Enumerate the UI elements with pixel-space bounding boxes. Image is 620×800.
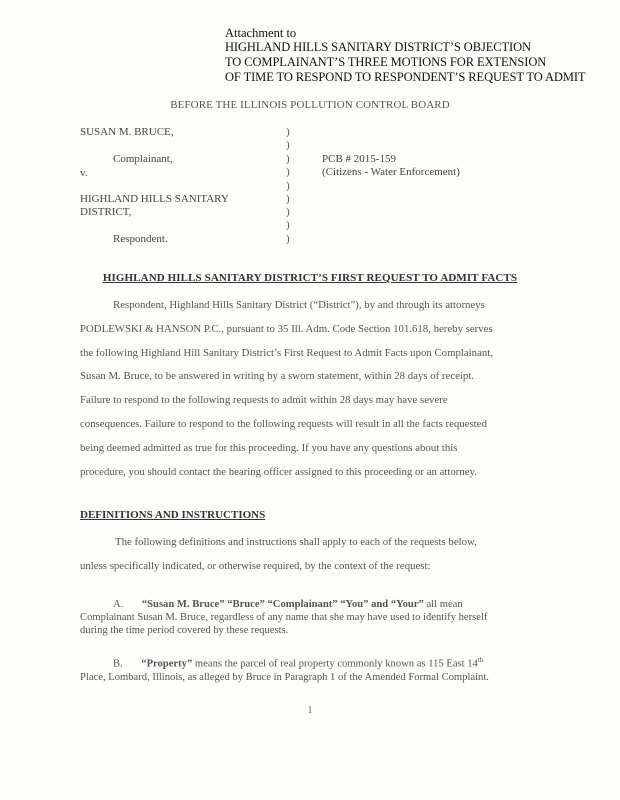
complainant-role: Complainant, xyxy=(113,153,173,165)
caption-paren: ) xyxy=(286,166,290,178)
case-number: PCB # 2015-159 xyxy=(322,153,396,165)
caption-paren: ) xyxy=(286,180,290,192)
caption-paren: ) xyxy=(286,126,290,138)
paragraph-line: Failure to respond to the following requests to admit within 28 days may have severe xyxy=(80,394,448,407)
caption-paren: ) xyxy=(286,153,290,165)
caption-paren: ) xyxy=(286,193,290,205)
paragraph-line: being deemed admitted as true for this proceeding. If you have any questions about this xyxy=(80,441,458,454)
definition-terms: “Susan M. Bruce” “Bruce” “Complainant” “You” and “Your” xyxy=(141,599,424,610)
definition-text: during the time period covered by these requests. xyxy=(80,625,289,636)
definitions-intro xyxy=(80,530,550,578)
intro-paragraph xyxy=(80,294,540,484)
complainant-name: SUSAN M. BRUCE, xyxy=(80,126,174,138)
page-number: 1 xyxy=(307,705,313,716)
definition-term: “Property” xyxy=(141,658,193,670)
definition-b xyxy=(80,654,550,684)
attachment-title-line: OF TIME TO RESPOND TO RESPONDENT’S REQUEST TO ADMIT xyxy=(225,70,586,84)
attachment-title-line: HIGHLAND HILLS SANITARY DISTRICT’S OBJECTION xyxy=(225,40,531,54)
attachment-label: Attachment to xyxy=(225,26,297,40)
caption-paren: ) xyxy=(286,206,290,218)
attachment-title-line: TO COMPLAINANT’S THREE MOTIONS FOR EXTENSION xyxy=(225,55,547,69)
definition-text: all mean xyxy=(426,599,463,610)
respondent-name: DISTRICT, xyxy=(80,206,132,218)
case-type: (Citizens - Water Enforcement) xyxy=(322,166,460,178)
versus: v. xyxy=(80,167,88,179)
definition-a xyxy=(80,598,550,637)
definition-text: Place, Lombard, Illinois, as alleged by Bruce in Paragraph 1 of the Amended Formal Complaint. xyxy=(80,671,489,683)
caption-paren: ) xyxy=(286,139,290,151)
superscript: th xyxy=(477,656,484,664)
definitions-heading: DEFINITIONS AND INSTRUCTIONS xyxy=(80,509,266,521)
respondent-role: Respondent. xyxy=(113,233,168,245)
caption-paren: ) xyxy=(286,233,290,245)
board-heading: BEFORE THE ILLINOIS POLLUTION CONTROL BOARD xyxy=(170,99,450,111)
paragraph-line: The following definitions and instructions shall apply to each of the requests below, xyxy=(115,536,477,548)
definition-text: Complainant Susan M. Bruce, regardless of any name that she may have used to identify herself xyxy=(80,612,488,623)
definition-letter: A. xyxy=(113,599,124,610)
paragraph-line: unless specifically indicated, or otherwise required, by the context of the request: xyxy=(80,560,431,572)
paragraph-line: Susan M. Bruce, to be answered in writing by a sworn statement, within 28 days of receipt. xyxy=(80,370,475,383)
definition-letter: B. xyxy=(113,658,123,670)
respondent-name: HIGHLAND HILLS SANITARY xyxy=(80,193,229,205)
paragraph-line: Respondent, Highland Hills Sanitary District (“District”), by and through its attorneys xyxy=(113,299,485,311)
paragraph-line: procedure, you should contact the hearing officer assigned to this proceeding or an attorney. xyxy=(80,465,477,478)
caption-paren: ) xyxy=(286,219,290,231)
definition-text: means the parcel of real property commonly known as 115 East 14 xyxy=(194,658,478,670)
paragraph-line: consequences. Failure to respond to the following requests will result in all the facts requested xyxy=(80,417,487,430)
paragraph-line: PODLEWSKI & HANSON P.C., pursuant to 35 Ill. Adm. Code Section 101.618, hereby serves xyxy=(80,322,493,335)
paragraph-line: the following Highland Hill Sanitary District’s First Request to Admit Facts upon Complainant, xyxy=(80,346,493,359)
document-title: HIGHLAND HILLS SANITARY DISTRICT’S FIRST REQUEST TO ADMIT FACTS xyxy=(102,272,518,284)
